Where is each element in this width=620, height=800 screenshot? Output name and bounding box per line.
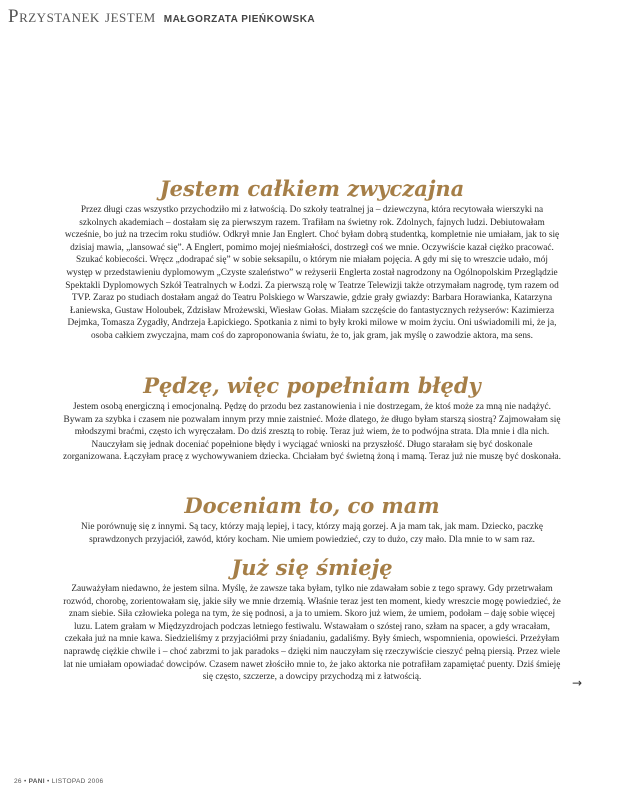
section-doceniam-to-co-mam <box>62 494 562 546</box>
page-header <box>8 6 315 28</box>
footer-separator: • <box>47 778 50 785</box>
column-title: Przystanek jestem <box>8 6 156 27</box>
section-heading: Już się śmieję <box>231 555 393 580</box>
section-body: Nie porównuję się z innymi. Są tacy, którzy mają lepiej, i tacy, którzy mają gorzej. A ja mam tak, jak mam. Dziecko, paczkę sprawdzonych przyjaciół, zawód, który kocham. Nie umiem powiedzieć, czy to dużo, czy mało. Dla mnie to w sam raz. <box>81 522 543 545</box>
section-jestem-calkiem-zwyczajna <box>62 177 562 343</box>
section-heading: Pędzę, więc popełniam błędy <box>143 373 481 398</box>
page-footer <box>14 778 103 785</box>
issue-date: LISTOPAD 2006 <box>51 778 104 785</box>
page-number: 26 <box>14 778 22 785</box>
section-body: Zauważyłam niedawno, że jestem silna. Myślę, że zawsze taka byłam, tylko nie zdawałam sobie z tego sprawy. Gdy przetrwałam rozwód, chorobę, zorientowałam się, jakie siły we mnie drzemią. Właśnie teraz jest ten moment, kiedy wreszcie mogę powiedzieć, że znam siebie. Siła człowieka polega na tym, że się podnosi, a ja to umiem. Skoro już wiem, że umiem, podołam – daję sobie więcej luzu. Latem grałam w Międzyzdrojach podczas letniego festiwalu. Wstawałam o szóstej rano, szłam na spacer, a gdy wracałam, czekała już na mnie kawa. Siedzieliśmy z przyjaciółmi przy śniadaniu, gadaliśmy. Były śmiech, wspomnienia, opowieści. Przeżyłam naprawdę ciężkie chwile i – choć zabrzmi to jak paradoks – dzięki nim nauczyłam się rzeczywiście cieszyć pełną piersią. Przez wiele lat nie umiałam opowiadać dowcipów. Czasem nawet złościło mnie to, że jako aktorka nie potrafiłam zapamiętać puenty. Dziś śmieję się często, szczerze, a dowcipy przychodzą mi z łatwością. <box>63 584 561 683</box>
magazine-name: PANI <box>28 778 45 785</box>
section-body: Przez długi czas wszystko przychodziło mi z łatwością. Do szkoły teatralnej ja – dziewczyna, która recytowała wierszyki na szkolnych akademiach – dostałam się za pierwszym razem. Trafiłam na świetny rok. Zdolnych, fajnych ludzi. Debiutowałam wcześnie, bo już na trzecim roku studiów. Odkrył mnie Jan Englert. Choć byłam dobrą studentką, kompletnie nie umiałam, jak to się dzisiaj mawia, „lansować się”. A Englert, pomimo mojej nieśmiałości, dostrzegł coś we mnie. Oczywiście kazał ciężko pracować. Szukać kobiecości. Wręcz „dodrapać się” w sobie seksapilu, o którym nie miałam pojęcia. A gdy mi się to wreszcie udało, mój występ w przedstawieniu dyplomowym „Czyste szaleństwo” w reżyserii Englerta został nagrodzony na Ogólnopolskim Przeglądzie Spektakli Dyplomowych Szkół Teatralnych w Łodzi. Za pierwszą rolę w Teatrze Telewizji także otrzymałam nagrodę, tym razem od TVP. Zaraz po studiach dostałam angaż do Teatru Polskiego w Warszawie, gdzie grały gwiazdy: Barbara Horawianka, Katarzyna Łaniewska, Gustaw Holoubek, Zdzisław Mrożewski, Wiesław Gołas. Miałam szczęście do fantastycznych reżyserów: Kazimierza Dejmka, Tomasza Zygadły, Andrzeja Łapickiego. Spotkania z nimi to były kroki milowe w moim życiu. Oni uświadomili mi, że ja, osoba całkiem zwyczajna, mam coś do zaproponowania światu, że to, jak gram, jak myślę o zawodzie aktora, ma sens. <box>64 205 560 342</box>
section-body: Jestem osobą energiczną i emocjonalną. Pędzę do przodu bez zastanowienia i nie dostrzegam, że ktoś może za mną nie nadążyć. Bywam za szybka i czasem nie pozwalam innym przy mnie zaistnieć. Może dlatego, że długo byłam starszą siostrą? Zajmowałam się młodszymi braćmi, często ich wyręczałam. Do dziś zresztą to robię. Teraz już wiem, że to podwójna strata. Dla mnie i dla nich. Nauczyłam się jednak doceniać popełnione błędy i wyciągać wnioski na przyszłość. Długo starałam się być doskonale zorganizowana. Łączyłam pracę z wychowywaniem dziecka. Chciałam być świetną żoną i mamą. Teraz już nie muszę być doskonała. <box>63 402 561 463</box>
section-juz-sie-smieje <box>62 556 562 684</box>
section-pedze-wiec-popelniam-bledy <box>62 374 562 464</box>
continue-arrow-icon: → <box>572 676 583 690</box>
section-heading: Doceniam to, co mam <box>184 493 440 518</box>
footer-separator: • <box>23 778 27 785</box>
section-heading: Jestem całkiem zwyczajna <box>159 176 465 201</box>
author-name: MAŁGORZATA PIEŃKOWSKA <box>163 14 316 25</box>
